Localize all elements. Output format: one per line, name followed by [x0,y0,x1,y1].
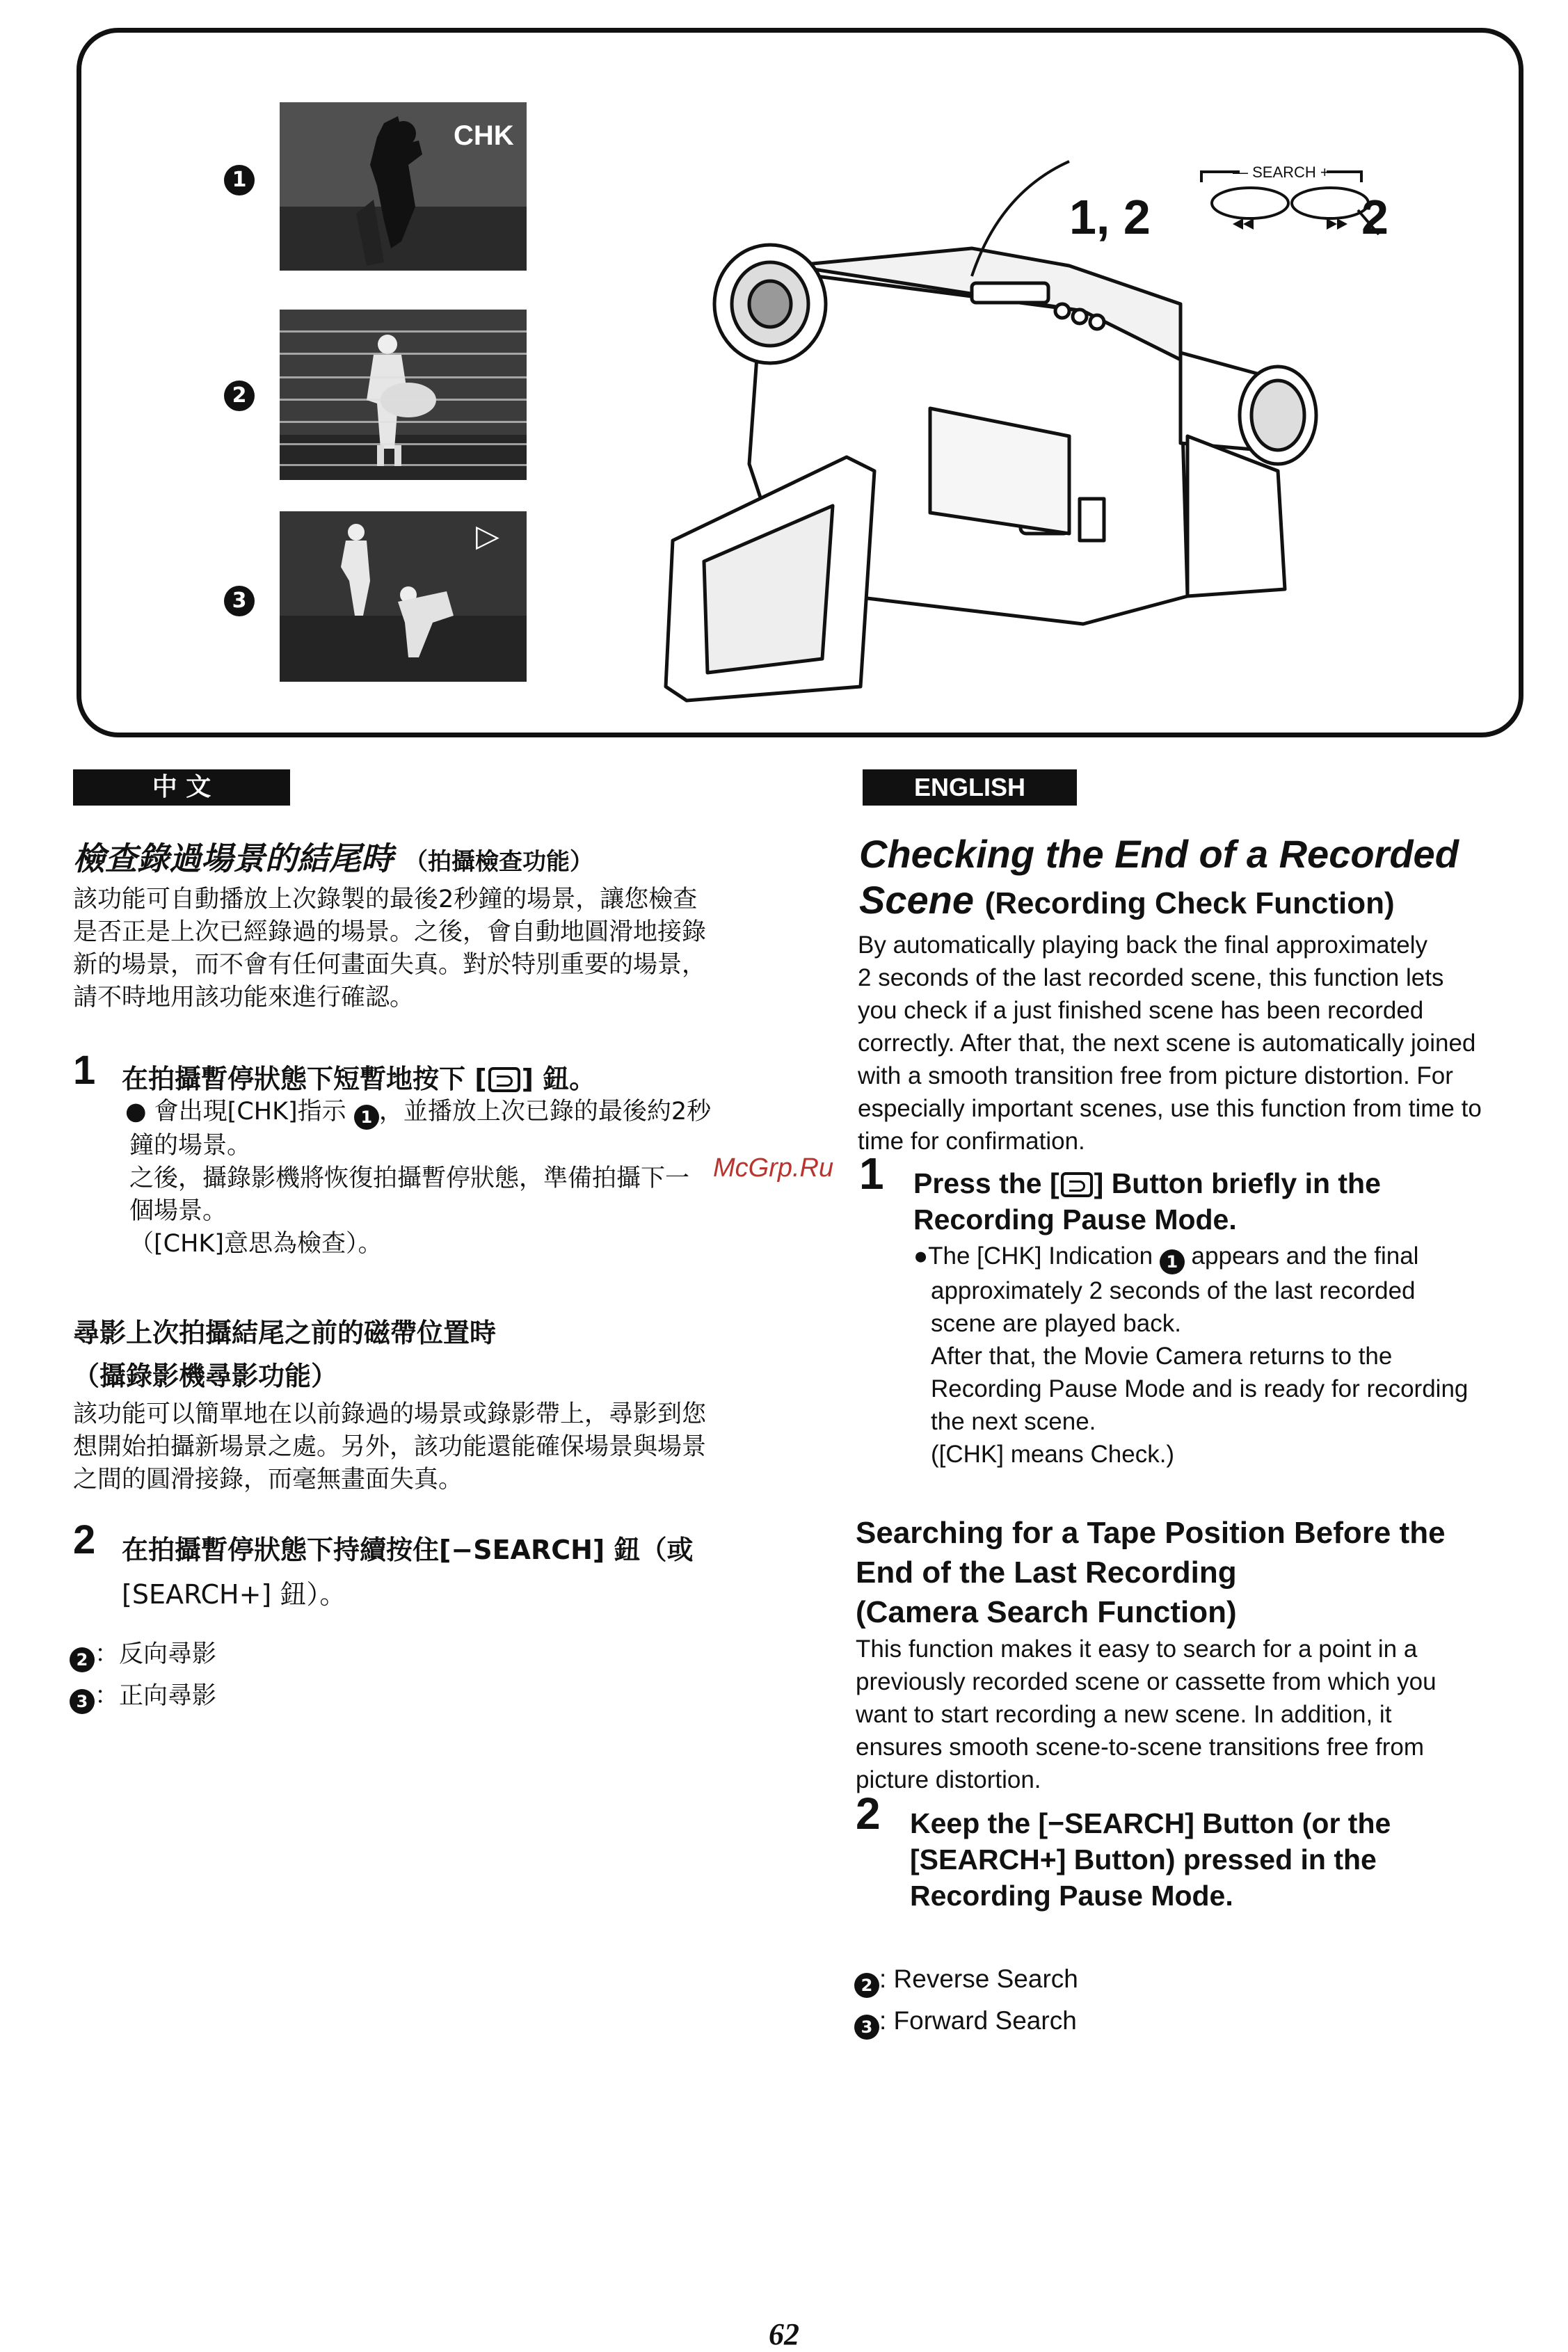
illustration-panel [77,28,1523,737]
en-step-1-bullet [913,1240,1539,1274]
marker-1-inline: 1 [354,1105,379,1130]
en-step-1-line: the next scene. [931,1408,1096,1435]
en-intro-line: correctly. After that, the next scene is automatically joined [858,1030,1476,1057]
zh-legend-2-text: ：反向尋影 [95,1640,217,1668]
photo-reverse-search [280,310,527,480]
en-intro-line: 2 seconds of the last recorded scene, this function lets [858,964,1444,991]
zh-title-main: 檢查錄過場景的結尾時 [73,840,393,877]
en-step-1-line: scene are played back. [931,1310,1181,1337]
en-step-2-line: Recording Pause Mode. [910,1880,1233,1912]
en-title-line-2 [859,877,1459,927]
en-step-1-line-2: Recording Pause Mode. [913,1203,1237,1235]
zh-section-2-line: 想開始拍攝新場景之處。另外，該功能還能確保場景與場景 [73,1433,707,1461]
zh-intro [73,883,769,1014]
en-step-1-text [913,1165,1381,1238]
en-bullet-post: appears and the final [1191,1242,1419,1270]
en-step-1-number: 1 [859,1149,884,1199]
en-intro-line: By automatically playing back the final approximately [858,931,1428,959]
en-section-2-line: picture distortion. [856,1766,1041,1793]
en-legend-reverse [854,1958,1078,2000]
zh-step-1-pre: 在拍攝暫停狀態下短暫地按下 [ [122,1064,487,1094]
zh-step-1-details [125,1096,751,1261]
en-step-2-line: [SEARCH+] Button) pressed in the [910,1843,1377,1875]
zh-step-1-bullet [125,1096,751,1130]
en-bullet-pre: ●The [CHK] Indication [913,1242,1153,1270]
zh-title [73,833,593,879]
en-intro-line: with a smooth transition free from picture distortion. For [858,1062,1453,1089]
en-legend [854,1958,1078,2042]
en-step-2-number: 2 [856,1789,881,1839]
zh-legend-reverse [70,1633,216,1675]
en-step-1-pre: Press the [ [913,1167,1059,1199]
zh-intro-line: 是否正是上次已經錄過的場景。之後，會自動地圓滑地接錄 [73,918,707,946]
en-step-1-line: approximately 2 seconds of the last recorded [931,1277,1416,1304]
marker-3-inline: 3 [854,2015,879,2040]
en-section-2-title [856,1513,1446,1632]
search-buttons-icon [1174,168,1382,245]
en-section-2-line: ensures smooth scene-to-scene transitions free from [856,1734,1425,1761]
search-label: — SEARCH + [1233,163,1329,181]
zh-section-2-line: 該功能可以簡單地在以前錄過的場景或錄影帶上，尋影到您 [73,1400,707,1428]
zh-step-1-post: ] 鈕。 [521,1064,596,1094]
en-title-line-1: Checking the End of a Recorded [859,832,1459,876]
zh-step-1-number: 1 [73,1048,96,1093]
en-section-2-title-line: End of the Last Recording [856,1555,1237,1590]
zh-legend-forward [70,1675,216,1717]
en-step-1-line: Recording Pause Mode and is ready for recording [931,1375,1469,1402]
en-section-2-intro [856,1633,1551,1796]
en-legend-2-text: : Reverse Search [879,1965,1078,1993]
zh-section-2-line: 之間的圓滑接錄，而毫無畫面失真。 [73,1466,463,1494]
zh-section-2-title-line: （攝錄影機尋影功能） [73,1361,338,1391]
page-number: 62 [769,2317,799,2351]
marker-2-inline: 2 [70,1647,95,1672]
en-step-1-line: ([CHK] means Check.) [931,1441,1175,1468]
play-symbol-overlay: ▷ [476,518,499,554]
en-intro [858,929,1553,1158]
callout-step-2: 2 [1361,190,1389,244]
zh-intro-line: 請不時地用該功能來進行確認。 [73,984,415,1011]
zh-step-2-text [122,1528,694,1617]
zh-bullet-post: ，並播放上次已錄的最後約2秒 [378,1098,712,1126]
marker-3-inline: 3 [70,1689,95,1714]
zh-step-1-line: 之後，攝錄影機將恢復拍攝暫停狀態，準備拍攝下一 [129,1165,690,1192]
zh-step-1-line: 鐘的場景。 [129,1132,252,1160]
chk-overlay-text: CHK [454,120,514,151]
en-step-2-text [910,1805,1391,1914]
zh-step-1-text [122,1057,595,1096]
zh-title-sub: （拍攝檢查功能） [404,848,594,876]
marker-1-inline: 1 [1160,1249,1185,1274]
en-step-1-line: After that, the Movie Camera returns to the [931,1343,1393,1370]
zh-section-2-title-line: 尋影上次拍攝結尾之前的磁帶位置時 [73,1318,497,1348]
marker-2-inline: 2 [854,1973,879,1998]
zh-legend-3-text: ：正向尋影 [95,1682,217,1710]
photo-forward-search [280,511,527,682]
recording-check-button-icon [1061,1172,1093,1197]
en-step-1-line-1 [913,1165,1381,1201]
en-section-2-line: This function makes it easy to search for a point in a [856,1635,1418,1663]
en-section-2-title-line: Searching for a Tape Position Before the [856,1516,1446,1550]
en-legend-forward [854,2000,1078,2042]
en-intro-line: time for confirmation. [858,1128,1085,1155]
en-section-2-line: previously recorded scene or cassette from which you [856,1668,1437,1695]
en-intro-line: especially important scenes, use this function from time to [858,1095,1482,1122]
recording-check-button-icon [488,1067,520,1092]
en-step-2-line: Keep the [−SEARCH] Button (or the [910,1807,1391,1839]
en-title [859,831,1459,927]
en-step-1-details [913,1240,1539,1471]
zh-step-1-line: （[CHK]意思為檢查）。 [129,1230,383,1258]
zh-legend [70,1633,216,1717]
en-step-1-post: ] Button briefly in the [1094,1167,1381,1199]
callout-step-1-2: 1, 2 [1069,190,1151,244]
marker-2: 2 [224,381,255,411]
en-legend-3-text: : Forward Search [879,2006,1077,2035]
zh-bullet-pre: ● 會出現[CHK]指示 [125,1098,346,1126]
marker-1: 1 [224,165,255,195]
marker-3: 3 [224,586,255,616]
lang-bar-chinese: 中 文 [73,769,290,806]
zh-step-2-line: [SEARCH+] 鈕）。 [122,1579,346,1610]
zh-intro-line: 該功能可自動播放上次錄製的最後2秒鐘的場景，讓您檢查 [73,886,698,913]
en-title-scene: Scene [859,878,974,922]
en-section-2-title-line: (Camera Search Function) [856,1595,1237,1629]
zh-section-2-title [73,1311,496,1398]
photo-chk-indication [280,102,527,271]
zh-step-2-line: 在拍攝暫停狀態下持續按住[−SEARCH] 鈕（或 [122,1535,694,1565]
en-section-2-line: want to start recording a new scene. In addition, it [856,1701,1392,1728]
lang-bar-english: ENGLISH [863,769,1077,806]
zh-intro-line: 新的場景，而不會有任何畫面失真。對於特別重要的場景， [73,951,707,979]
zh-step-1-line: 個場景。 [129,1197,227,1225]
zh-step-2-number: 2 [73,1517,96,1562]
zh-section-2-intro [73,1398,769,1496]
photo-2-image [280,310,527,480]
en-title-sub: (Recording Check Function) [984,886,1395,920]
en-intro-line: you check if a just finished scene has been recorded [858,997,1424,1024]
watermark: McGrp.Ru [713,1153,834,1183]
